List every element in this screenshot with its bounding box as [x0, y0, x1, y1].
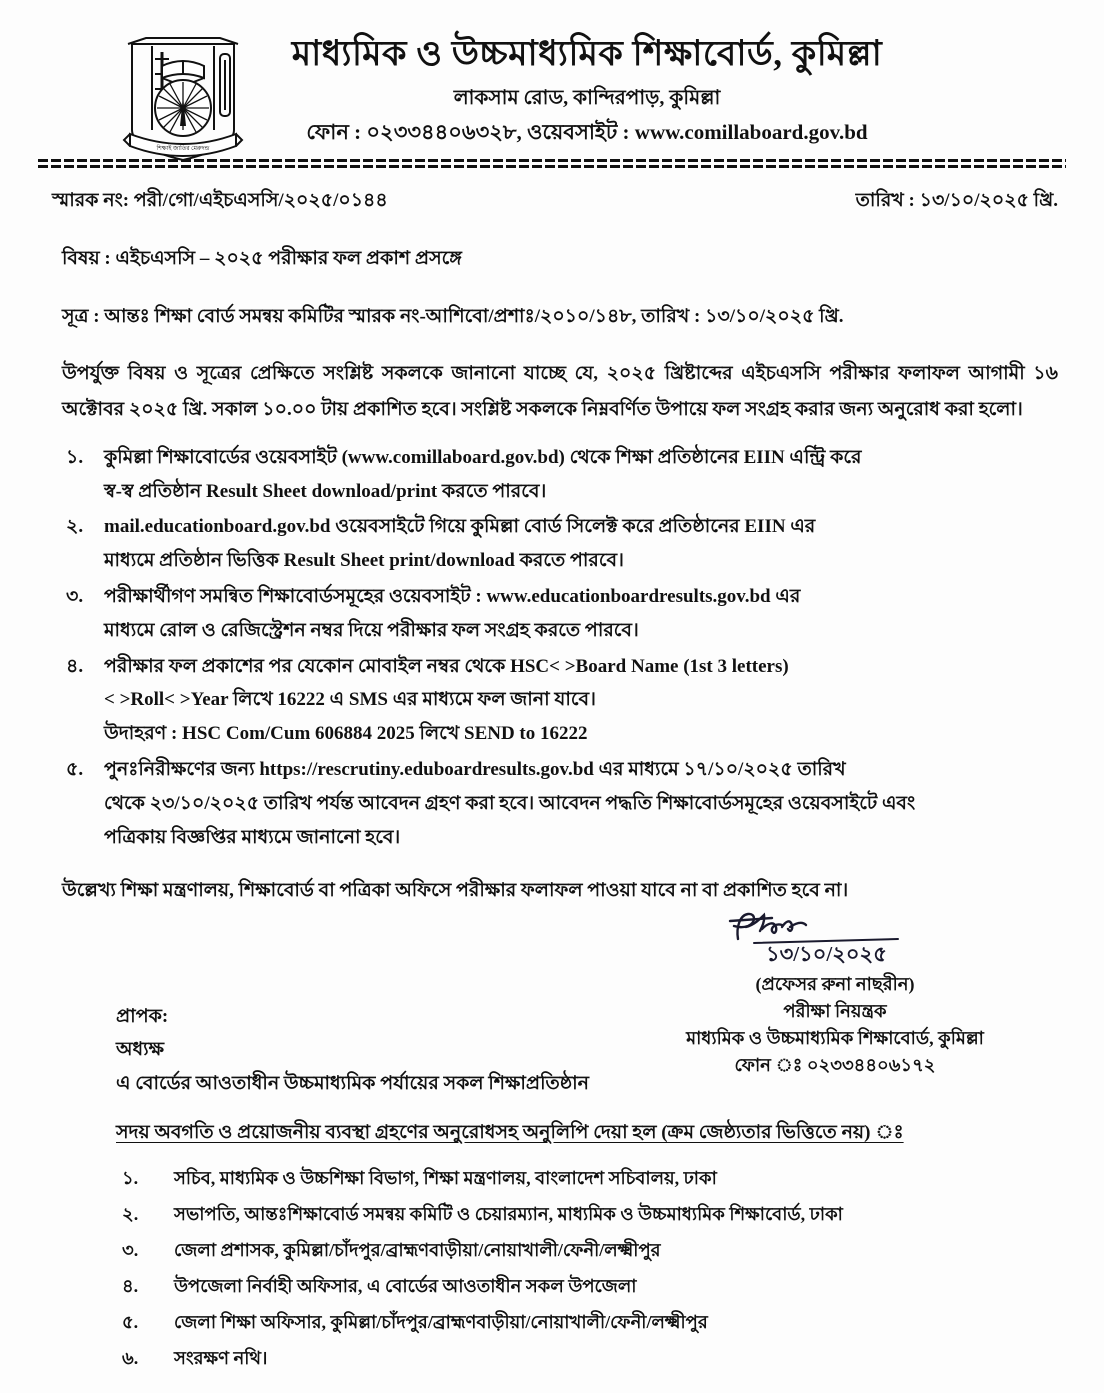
svg-text:শিক্ষাই জাতির মেরুদন্ড: শিক্ষাই জাতির মেরুদন্ড [156, 146, 210, 152]
cc-list [116, 1160, 1064, 1376]
cc-item-text: সংরক্ষণ নথি। [174, 1348, 268, 1368]
list-marker: ১. [122, 1168, 139, 1188]
board-phone-label: ফোন : ০২৩৩৪৪০৬৩২৮, ওয়েবসাইট : [306, 120, 635, 145]
board-contact-line [110, 120, 1064, 145]
instruction-item [62, 510, 1062, 578]
signatory-office: মাধ্যমিক ও উচ্চমাধ্যমিক শিক্ষাবোর্ড, কুমিল্লা [686, 1028, 984, 1048]
list-marker: ২. [66, 516, 84, 538]
list-marker: ২. [122, 1204, 139, 1224]
recipient-block [116, 1000, 589, 1100]
instruction-line: মাধ্যমে প্রতিষ্ঠান ভিত্তিক Result Sheet print/download করতে পারবে। [104, 550, 624, 572]
memo-number: স্মারক নং: পরী/গো/এইচএসসি/২০২৫/০১৪৪ [52, 190, 388, 212]
board-name-title: মাধ্যমিক ও উচ্চমাধ্যমিক শিক্ষাবোর্ড, কুমিল্লা [291, 34, 883, 73]
cc-item-text: জেলা প্রশাসক, কুমিল্লা/চাঁদপুর/ব্রাহ্মণবাড়ীয়া/নোয়াখালী/ফেনী/লক্ষ্মীপুর [174, 1240, 661, 1260]
header-divider [38, 159, 1066, 168]
subject-line: বিষয় : এইচএসসি – ২০২৫ পরীক্ষার ফল প্রকাশ প্রসঙ্গে [62, 248, 462, 270]
signatory-name: (প্রফেসর রুনা নাছরীন) [755, 974, 915, 994]
instruction-line: < >Roll< >Year লিখে 16222 এ SMS এর মাধ্যমে ফল জানা যাবে। [104, 689, 596, 711]
recipient-scope: এ বোর্ডের আওতাধীন উচ্চমাধ্যমিক পর্যায়ের সকল শিক্ষাপ্রতিষ্ঠান [116, 1072, 590, 1094]
list-marker: ৫. [66, 759, 84, 781]
cc-list-item [116, 1160, 1064, 1196]
cc-item-text: সভাপতি, আন্তঃশিক্ষাবোর্ড সমন্বয় কমিটি ও চেয়ারম্যান, মাধ্যমিক ও উচ্চমাধ্যমিক শিক্ষাবোর্ড, ঢাকা [174, 1204, 843, 1224]
instruction-item [62, 753, 1062, 854]
list-marker: ১. [66, 446, 84, 468]
instruction-line: মাধ্যমে রোল ও রেজিস্ট্রেশন নম্বর দিয়ে পরীক্ষার ফল সংগ্রহ করতে পারবে। [104, 619, 639, 641]
signature-date-text: ১৩/১০/২০২৫ [766, 942, 887, 966]
memo-date: তারিখ : ১৩/১০/২০২৫ খ্রি. [855, 190, 1058, 212]
instruction-line: পরীক্ষার্থীগণ সমন্বিত শিক্ষাবোর্ডসমূহের ওয়েবসাইট : www.educationboardresults.gov.bd এর [104, 585, 801, 607]
instruction-example-line: উদাহরণ : HSC Com/Cum 606884 2025 লিখে SEND to 16222 [104, 723, 588, 745]
list-marker: ৩. [66, 585, 84, 607]
instruction-line: কুমিল্লা শিক্ষাবোর্ডের ওয়েবসাইট (www.comillaboard.gov.bd) থেকে শিক্ষা প্রতিষ্ঠানের EIIN এন্ট্রি করে [104, 446, 862, 468]
handwritten-signature [600, 905, 1070, 971]
instructions-list [62, 441, 1062, 855]
signature-block [600, 905, 1070, 1079]
cc-item-text: সচিব, মাধ্যমিক ও উচ্চশিক্ষা বিভাগ, শিক্ষা মন্ত্রণালয়, বাংলাদেশ সচিবালয়, ঢাকা [174, 1168, 717, 1188]
instruction-line: পত্রিকায় বিজ্ঞপ্তির মাধ্যমে জানানো হবে। [104, 826, 401, 848]
instruction-line: স্ব-স্ব প্রতিষ্ঠান Result Sheet download/print করতে পারবে। [104, 480, 547, 502]
instruction-item [62, 650, 1062, 751]
cc-list-item [116, 1196, 1064, 1232]
board-crest-icon [122, 26, 244, 166]
recipient-role: অধ্যক্ষ [116, 1039, 165, 1061]
recipient-label: প্রাপক: [116, 1006, 169, 1027]
cc-header: সদয় অবগতি ও প্রয়োজনীয় ব্যবস্থা গ্রহণের অনুরোধসহ অনুলিপি দেয়া হল (ক্রম জেষ্ঠ্যতার ভিত্তিতে নয়) ঃ [116, 1122, 904, 1143]
memo-meta-row [52, 186, 1058, 218]
board-website-link[interactable]: www.comillaboard.gov.bd [634, 120, 868, 145]
signatory-phone: ফোন ঃ ০২৩৩৪৪০৬১৭২ [734, 1055, 936, 1075]
list-marker: ৪. [122, 1276, 139, 1296]
cc-list-item [116, 1304, 1064, 1340]
list-marker: ৩. [122, 1240, 139, 1260]
closing-note: উল্লেখ্য শিক্ষা মন্ত্রণালয়, শিক্ষাবোর্ড বা পত্রিকা অফিসে পরীক্ষার ফলাফল পাওয়া যাবে না বা প্রকাশিত হবে না। [62, 880, 849, 902]
source-reference-line: সূত্র : আন্তঃ শিক্ষা বোর্ড সমন্বয় কমিটির স্মারক নং-আশিবো/প্রশাঃ/২০১০/১৪৮, তারিখ : ১৩/১০/২০২৫ খ্রি. [62, 306, 844, 328]
cc-item-text: উপজেলা নির্বাহী অফিসার, এ বোর্ডের আওতাধীন সকল উপজেলা [174, 1276, 637, 1296]
instruction-item [62, 441, 1062, 509]
list-marker: ৪. [66, 655, 84, 677]
list-marker: ৫. [122, 1312, 139, 1332]
intro-paragraph: উপর্যুক্ত বিষয় ও সূত্রের প্রেক্ষিতে সংশ্লিষ্ট সকলকে জানানো যাচ্ছে যে, ২০২৫ খ্রিষ্টাব্দের এইচএসসি পরীক্ষার ফলাফল আগামী ১৬ অক্টোবর ২০২৫ খ্রি. সকাল ১০.০০ টায় প্রকাশিত হবে। সংশ্লিষ্ট সকলকে নিম্নবর্ণিত উপায়ে ফল সংগ্রহ করার জন্য অনুরোধ করা হলো। [62, 363, 1058, 420]
list-marker: ৬. [122, 1348, 139, 1368]
instruction-line: পরীক্ষার ফল প্রকাশের পর যেকোন মোবাইল নম্বর থেকে HSC< >Board Name (1st 3 letters) [104, 655, 789, 677]
board-address: লাকসাম রোড, কান্দিরপাড়, কুমিল্লা [453, 87, 721, 110]
instruction-line-with-link[interactable]: পুনঃনিরীক্ষণের জন্য https://rescrutiny.eduboardresults.gov.bd এর মাধ্যমে ১৭/১০/২০২৫ তারিখ [104, 759, 846, 781]
cc-item-text: জেলা শিক্ষা অফিসার, কুমিল্লা/চাঁদপুর/ব্রাহ্মণবাড়ীয়া/নোয়াখালী/ফেনী/লক্ষ্মীপুর [174, 1312, 708, 1332]
instruction-line: থেকে ২৩/১০/২০২৫ তারিখ পর্যন্ত আবেদন গ্রহণ করা হবে। আবেদন পদ্ধতি শিক্ষাবোর্ডসমূহের ওয়েবসাইটে এবং [104, 792, 916, 814]
instruction-item [62, 580, 1062, 648]
cc-list-item [116, 1232, 1064, 1268]
signatory-designation: পরীক্ষা নিয়ন্ত্রক [783, 1001, 887, 1021]
letterhead [0, 0, 1104, 152]
cc-list-item [116, 1340, 1064, 1376]
instruction-line: mail.educationboard.gov.bd ওয়েবসাইটে গিয়ে কুমিল্লা বোর্ড সিলেক্ট করে প্রতিষ্ঠানের EIIN এর [104, 516, 816, 538]
cc-list-item [116, 1268, 1064, 1304]
